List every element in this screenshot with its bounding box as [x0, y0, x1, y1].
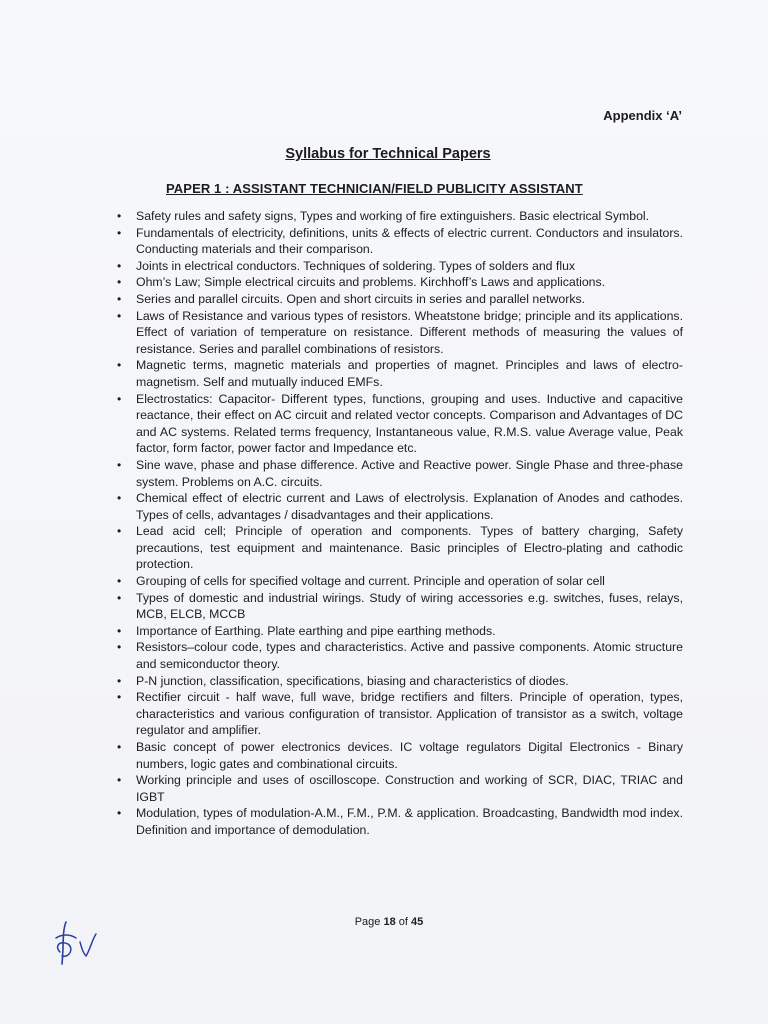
- page-number: Page 18 of 45: [354, 916, 424, 928]
- bullet-icon: •: [117, 491, 122, 506]
- list-item: • Lead acid cell; Principle of operation and components. Types of battery charging, Safety precautions, test equipment and maintenance. Basic principles of Electro-plating and cathodic protection.: [117, 524, 683, 572]
- list-item: • Basic concept of power electronics devices. IC voltage regulators Digital Electronics - Binary numbers, logic gates and combinational circuits.: [117, 740, 683, 771]
- paper-heading: PAPER 1 : ASSISTANT TECHNICIAN/FIELD PUBLICITY ASSISTANT: [166, 181, 583, 196]
- bullet-icon: •: [117, 740, 122, 754]
- page-title: Syllabus for Technical Papers: [285, 146, 491, 162]
- list-item: • Fundamentals of electricity, definitions, units & effects of electric current. Conductors and insulators. Conducting materials and their comparison.: [117, 225, 683, 257]
- list-item: • Chemical effect of electric current and Laws of electrolysis. Explanation of Anodes and cathodes. Types of cells, advantages / disadvantages and their applications.: [117, 491, 683, 522]
- list-item: • Electrostatics: Capacitor- Different types, functions, grouping and uses. Inductive and capacitive reactance, their effect on AC circuit and related vector concepts. Comparison and Advantages of DC and AC systems. Related terms frequency, Instantaneous value, R.M.S. value Average value, Peak factor, form factor, power factor and Impedance etc.: [117, 391, 683, 456]
- list-item: • Grouping of cells for specified voltage and current. Principle and operation of solar cell: [117, 574, 605, 589]
- bullet-icon: •: [117, 524, 122, 539]
- list-item: • P-N junction, classification, specifications, biasing and characteristics of diodes.: [117, 673, 569, 688]
- list-item: • Rectifier circuit - half wave, full wave, bridge rectifiers and filters. Principle of operation, types, characteristics and various configuration of transistor. Application of transistor as a switch, voltage regulator and amplifier.: [117, 690, 683, 738]
- bullet-icon: •: [117, 275, 122, 290]
- list-item: • Types of domestic and industrial wirings. Study of wiring accessories e.g. switches, fuses, relays, MCB, ELCB, MCCB: [117, 590, 683, 622]
- bullet-icon: •: [117, 391, 122, 406]
- list-item: • Working principle and uses of oscilloscope. Construction and working of SCR, DIAC, TRIAC and IGBT: [117, 773, 683, 804]
- appendix-label: Appendix ‘A’: [603, 108, 682, 123]
- list-item: • Laws of Resistance and various types of resistors. Wheatstone bridge; principle and its applications. Effect of variation of temperature on resistance. Different methods of measuring the values of resistance. Series and parallel combinations of resistors.: [117, 308, 683, 356]
- list-item: • Magnetic terms, magnetic materials and properties of magnet. Principles and laws of electro-magnetism. Self and mutually induced EMFs.: [117, 358, 683, 389]
- bullet-icon: •: [117, 258, 122, 273]
- syllabus-list: [117, 208, 683, 839]
- list-item: • Importance of Earthing. Plate earthing and pipe earthing methods.: [117, 623, 496, 638]
- bullet-icon: •: [117, 590, 122, 605]
- bullet-icon: •: [117, 457, 122, 472]
- bullet-icon: •: [117, 806, 122, 821]
- bullet-icon: •: [117, 291, 122, 306]
- bullet-icon: •: [117, 308, 122, 323]
- signature-icon: [52, 918, 104, 968]
- list-item: • Modulation, types of modulation-A.M., F.M., P.M. & application. Broadcasting, Bandwidth mod index. Definition and importance of demodulation.: [117, 806, 683, 837]
- list-item: • Sine wave, phase and phase difference. Active and Reactive power. Single Phase and three-phase system. Problems on A.C. circuits.: [117, 457, 683, 489]
- bullet-icon: •: [117, 574, 122, 589]
- bullet-icon: •: [117, 623, 122, 638]
- list-item: • Ohm’s Law; Simple electrical circuits and problems. Kirchhoff’s Laws and applications.: [117, 275, 606, 290]
- bullet-icon: •: [117, 773, 122, 788]
- list-item: • Joints in electrical conductors. Techniques of soldering. Types of solders and flux: [117, 258, 576, 273]
- list-item: • Safety rules and safety signs, Types and working of fire extinguishers. Basic electrical Symbol.: [117, 209, 650, 223]
- bullet-icon: •: [117, 640, 122, 655]
- bullet-icon: •: [117, 209, 122, 223]
- bullet-icon: •: [117, 690, 122, 705]
- bullet-icon: •: [117, 225, 122, 240]
- bullet-icon: •: [117, 673, 122, 688]
- list-item: • Resistors–colour code, types and characteristics. Active and passive components. Atomic structure and semiconductor theory.: [117, 640, 683, 672]
- list-item: • Series and parallel circuits. Open and short circuits in series and parallel networks.: [117, 291, 586, 306]
- bullet-icon: •: [117, 358, 122, 373]
